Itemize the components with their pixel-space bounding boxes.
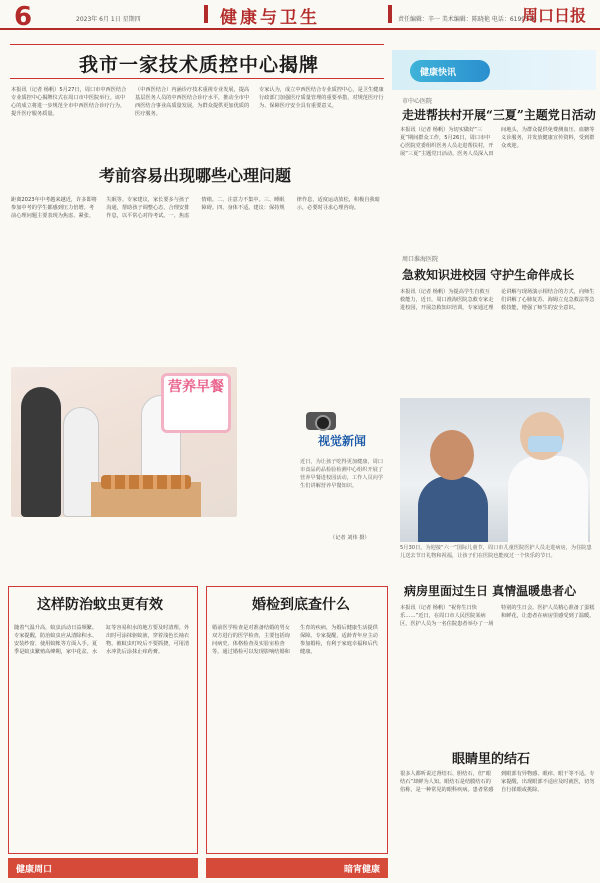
photo-caption: 5月30日，为迎接“六一”国际儿童节，周口市儿童医院医护人员走进病房，为住院患儿送去节日礼物和祝福，让孩子们在医院也能度过一个快乐的节日。 bbox=[400, 545, 592, 559]
right-top-body: 本报讯（记者 杨帆）为切实做好“三夏”期间群众工作，5月26日，周口市中心医院党委组织医务人员走进帮扶村，开展“三夏”主题党日活动。医务人员深入田间地头，为群众提供免费测血压、血糖等义诊服务，并发放健康宣传资料，受到群众欢迎。 bbox=[400, 127, 595, 157]
right-lower-headline: 病房里面过生日 真情温暖患者心 bbox=[404, 584, 577, 598]
headline-rule-top bbox=[10, 44, 384, 45]
photo-child-body bbox=[418, 476, 488, 542]
exam-headline: 考前容易出现哪些心理问题 bbox=[98, 166, 291, 185]
headline-rule-bottom bbox=[10, 78, 384, 79]
breakfast-sketch-image bbox=[11, 367, 237, 517]
editors-line: 责任编辑：辛一 美术编辑：陈晓艳 电话：6199516 bbox=[398, 16, 537, 23]
main-article-col1: 本报讯（记者 杨帆）5月27日，周口市中西医结合专业质控中心揭牌仪式在周口市中医院举行。该中心的成立将进一步规范全市中西医结合诊疗行为，提升医疗服务质量。 bbox=[11, 87, 127, 117]
right-mid-headline: 急救知识进校园 守护生命伴成长 bbox=[402, 268, 575, 282]
section-title: 健康与卫生 bbox=[220, 8, 320, 28]
video-news-credit: （记者 刘伟 摄） bbox=[330, 535, 370, 541]
footer-band-right: 暗宵健康 bbox=[206, 858, 388, 878]
footer-band-left: 健康周口 bbox=[8, 858, 198, 878]
page-number: 6 bbox=[14, 2, 33, 32]
mosquito-article-body: 随着气温升高，蚊虫活动日益频繁。专家提醒，防治蚊虫应从清除积水、安装纱窗、使用蚊帐等方面入手。夏季是蚊虫繁殖高峰期，家中花盆、水缸等容易积水的地方要及时清理。外出时可涂抹驱蚊液，穿着浅色长袖衣物。被蚊虫叮咬后不要抓挠，可用清水冲洗后涂抹止痒药膏。 bbox=[14, 625, 190, 655]
issue-date: 2023年 6月 1日 星期四 bbox=[76, 16, 141, 23]
sketch-sign-text: 营养早餐 bbox=[168, 379, 224, 395]
camera-icon bbox=[306, 412, 336, 430]
eye-article-body: 很多人都听说过肾结石、胆结石，但“眼结石”却鲜为人知。眼结石是结膜结石的俗称，是一种常见的眼科疾病。患者常感到眼部有异物感、眼痒、眼干等不适。专家提醒，出现眼部不适应及时就医，切勿自行揉眼或挑除。 bbox=[400, 771, 595, 793]
section-bar-right bbox=[388, 5, 392, 23]
main-headline: 我市一家技术质控中心揭牌 bbox=[78, 54, 319, 76]
mosquito-headline: 这样防治蚊虫更有效 bbox=[37, 597, 163, 613]
sketch-bread bbox=[101, 475, 191, 489]
right-lower-body: 本报讯（记者 杨帆）“祝你生日快乐……”近日，在周口市人民医院某病区，医护人员为一名住院患者举办了一场特别的生日会。医护人员精心准备了蛋糕和鲜花，让患者在病房里感受到了温暖。 bbox=[400, 605, 595, 627]
photo-doctor-mask bbox=[528, 436, 562, 452]
photo-doctor-body bbox=[508, 456, 588, 542]
main-article-col2: （中西医结合）内涵诊疗技术重视专业发展，提高基层医务人员的中西医结合诊疗水平，推动全市中西医结合事业高质量发展，为群众提供更加优质的医疗服务。 bbox=[135, 87, 250, 117]
health-news-badge: 健康快讯 bbox=[410, 60, 490, 82]
premarital-article-body: 婚前医学检查是对准备结婚的男女双方进行的医学检查，主要包括询问病史、体格检查及实验室检查等。通过婚检可以发现影响结婚和生育的疾病，为婚后健康生活提供保障。专家提醒，适龄青年应主动参加婚检，有利于家庭幸福和后代健康。 bbox=[212, 625, 378, 655]
paper-name: 周口日报 bbox=[522, 6, 587, 25]
right-mid-body: 本报讯（记者 杨帆）为提高学生自救互救能力，近日，周口淮海医院急救专家走进校园，开展急救知识培训。专家通过理论讲解与现场演示相结合的方式，向师生们讲解了心肺复苏、海姆立克急救法等急救技能，增强了师生的安全意识。 bbox=[400, 289, 595, 311]
hospital-label-1: 市中心医院 bbox=[402, 98, 433, 105]
premarital-headline: 婚检到底查什么 bbox=[252, 597, 350, 613]
right-top-headline: 走进帮扶村开展“三夏”主题党日活动 bbox=[402, 108, 596, 122]
video-news-caption: 近日，为让孩子吃得更加健康，周口市食品药品检验检测中心组织开展了营养早餐进校园活动，工作人员向学生们讲解营养早餐知识。 bbox=[300, 459, 384, 489]
hospital-label-2: 周口淮海医院 bbox=[402, 256, 439, 263]
photo-child-head bbox=[430, 430, 474, 480]
page-header bbox=[0, 0, 600, 30]
sketch-person-1 bbox=[21, 387, 61, 517]
video-news-label: 视觉新闻 bbox=[318, 434, 367, 448]
section-bar-left bbox=[204, 5, 208, 23]
childrens-day-photo bbox=[400, 398, 590, 542]
eye-headline: 眼睛里的结石 bbox=[452, 752, 531, 767]
main-article-col3: 专家认为，成立中西医结合专业质控中心，是卫生健康行政部门加强医疗质量管理的重要举措，对规范医疗行为、保障医疗安全具有重要意义。 bbox=[259, 87, 384, 109]
exam-article-body: 距离2023年中考越来越近，许多即将参加中考的学生都感到压力倍增。考前心理问题主要表现为焦虑、紧张、失眠等。专家建议，家长要多与孩子沟通，帮助孩子调整心态，合理安排作息，以平常心对待考试。一、焦虑情绪。二、注意力不集中。三、睡眠障碍。四、身体不适。建议：保持规律作息，适度运动放松，积极自我暗示，必要时寻求心理咨询。 bbox=[11, 197, 380, 219]
